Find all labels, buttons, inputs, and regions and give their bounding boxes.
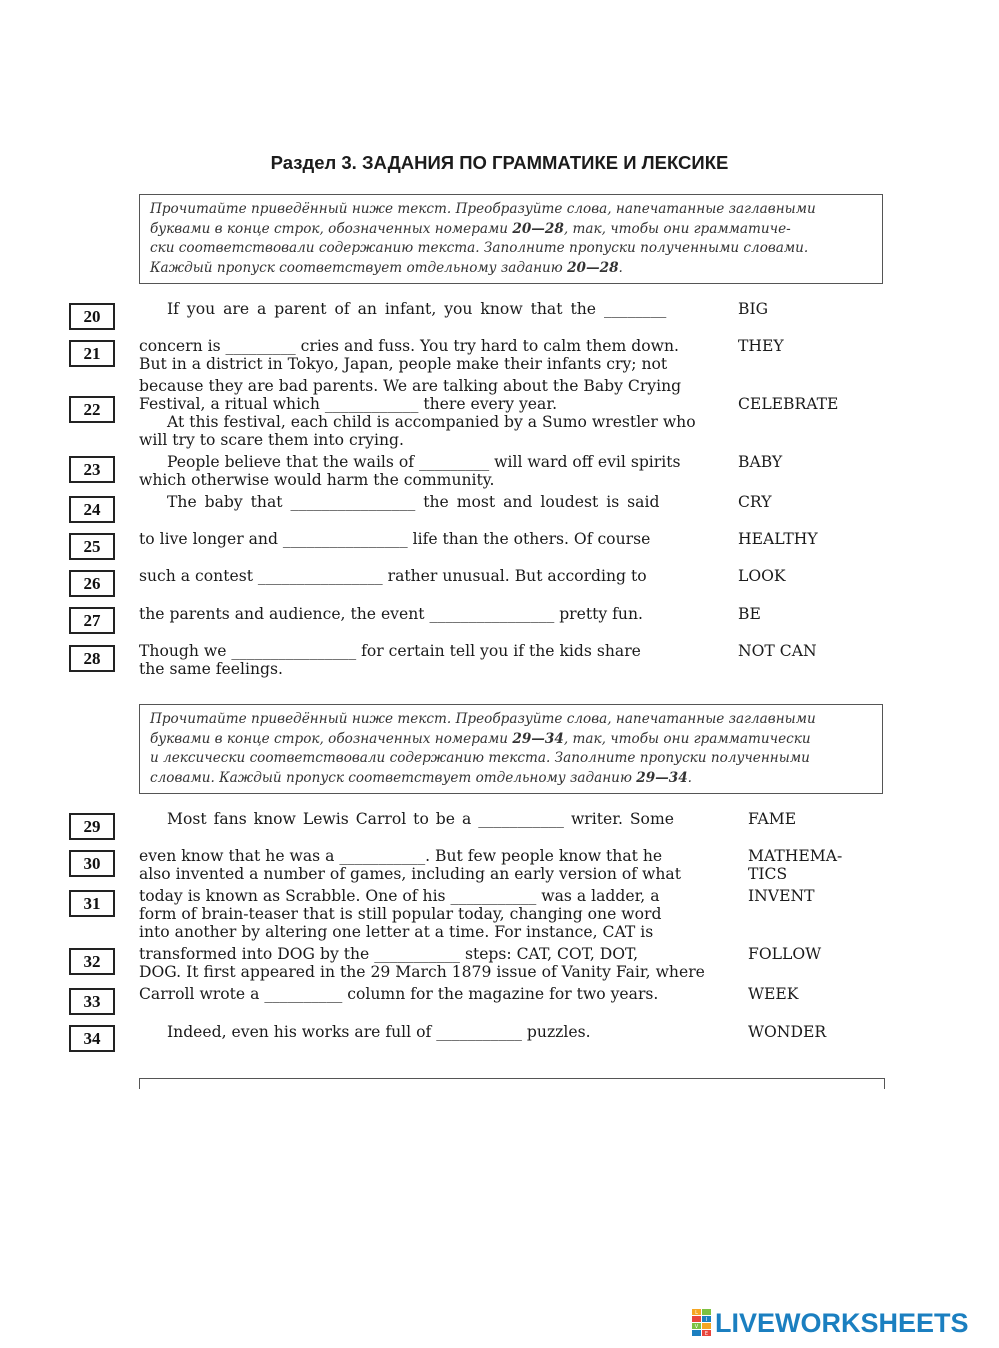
text-line-21b: But in a district in Tokyo, Japan, people make their infants cry; not [139, 355, 668, 373]
task-number-32: 32 [69, 948, 115, 975]
task-number-27: 27 [69, 607, 115, 634]
text-line-21a: concern is _________ cries and fuss. You try hard to calm them down. [139, 337, 679, 355]
instruction-line: словами. Каждый пропуск соответствует отдельному заданию 29—34. [150, 769, 692, 786]
logo-text: LIVEWORKSHEETS [715, 1307, 969, 1338]
task-number-34: 34 [69, 1025, 115, 1052]
task-number-28: 28 [69, 645, 115, 672]
text-line-32b: DOG. It first appeared in the 29 March 1879 issue of Vanity Fair, where [139, 963, 705, 981]
text-line-22c: will try to scare them into crying. [139, 431, 404, 449]
text-line-30b: also invented a number of games, including an early version of what [139, 865, 681, 883]
task-number-29: 29 [69, 813, 115, 840]
instruction-box-1 [139, 194, 883, 284]
svg-text:V: V [694, 1324, 699, 1331]
instruction-line: буквами в конце строк, обозначенных номерами 20—28, так, чтобы они грамматиче- [150, 220, 791, 237]
keyword-32: FOLLOW [748, 945, 822, 963]
keyword-27: BE [738, 605, 761, 623]
keyword-34: WONDER [748, 1023, 827, 1041]
text-line-34: Indeed, even his works are full of ___________ puzzles. [167, 1023, 591, 1041]
task-number-26: 26 [69, 570, 115, 597]
instruction-line: Прочитайте приведённый ниже текст. Преобразуйте слова, напечатанные заглавными [150, 201, 816, 217]
next-instruction-box-cut [139, 1078, 885, 1089]
text-line-21c: because they are bad parents. We are talking about the Baby Crying [139, 377, 682, 395]
text-line-31c: into another by altering one letter at a time. For instance, CAT is [139, 923, 654, 941]
logo-tiles-icon [692, 1309, 712, 1337]
keyword-31: INVENT [748, 887, 815, 905]
task-number-30: 30 [69, 850, 115, 877]
instruction-line: Каждый пропуск соответствует отдельному заданию 20—28. [150, 259, 623, 276]
keyword-20: BIG [738, 300, 769, 318]
text-line-22b: At this festival, each child is accompanied by a Sumo wrestler who [167, 413, 696, 431]
keyword-21: THEY [738, 337, 784, 355]
text-line-28a: Though we ________________ for certain tell you if the kids share [139, 642, 641, 660]
svg-text:E: E [704, 1331, 709, 1337]
liveworksheets-logo [692, 1308, 969, 1338]
svg-text:L: L [695, 1310, 698, 1317]
text-line-26: such a contest ________________ rather unusual. But according to [139, 567, 647, 585]
text-line-33: Carroll wrote a __________ column for the magazine for two years. [139, 985, 659, 1003]
keyword-23: BABY [738, 453, 783, 471]
text-line-22a: Festival, a ritual which ____________ there every year. [139, 395, 558, 413]
keyword-24: CRY [738, 493, 772, 511]
task-number-20: 20 [69, 303, 115, 330]
keyword-30b: TICS [748, 865, 788, 883]
instruction-line: ски соответствовали содержанию текста. Заполните пропуски полученными словами. [150, 240, 809, 256]
task-number-23: 23 [69, 456, 115, 483]
task-number-33: 33 [69, 988, 115, 1015]
text-line-24: The baby that ________________ the most and loudest is said [167, 493, 660, 511]
text-line-28b: the same feelings. [139, 660, 283, 678]
text-line-23b: which otherwise would harm the community. [139, 471, 495, 489]
text-line-20: If you are a parent of an infant, you know that the ________ [167, 300, 667, 318]
text-line-31a: today is known as Scrabble. One of his ___________ was a ladder, a [139, 887, 660, 905]
keyword-28: NOT CAN [738, 642, 817, 660]
text-line-29: Most fans know Lewis Carrol to be a ___________ writer. Some [167, 810, 674, 828]
instruction-line: Прочитайте приведённый ниже текст. Преобразуйте слова, напечатанные заглавными [150, 711, 816, 727]
svg-text:I: I [705, 1317, 708, 1324]
keyword-26: LOOK [738, 567, 786, 585]
text-line-27: the parents and audience, the event ________________ pretty fun. [139, 605, 643, 623]
keyword-22: CELEBRATE [738, 395, 839, 413]
keyword-29: FAME [748, 810, 797, 828]
text-line-23a: People believe that the wails of _________ will ward off evil spirits [167, 453, 681, 471]
text-line-31b: form of brain-teaser that is still popular today, changing one word [139, 905, 662, 923]
task-number-31: 31 [69, 890, 115, 917]
task-number-21: 21 [69, 340, 115, 367]
task-number-25: 25 [69, 533, 115, 560]
task-number-24: 24 [69, 496, 115, 523]
instruction-line: буквами в конце строк, обозначенных номерами 29—34, так, чтобы они грамматически [150, 730, 811, 747]
task-number-22: 22 [69, 396, 115, 423]
keyword-30a: MATHEMA- [748, 847, 843, 865]
keyword-25: HEALTHY [738, 530, 818, 548]
instruction-line: и лексически соответствовали содержанию текста. Заполните пропуски полученными [150, 750, 810, 766]
text-line-32a: transformed into DOG by the ___________ steps: CAT, COT, DOT, [139, 945, 639, 963]
keyword-33: WEEK [748, 985, 799, 1003]
text-line-30a: even know that he was a ___________. But few people know that he [139, 847, 663, 865]
page-title: Раздел 3. ЗАДАНИЯ ПО ГРАММАТИКЕ И ЛЕКСИКЕ [270, 152, 729, 173]
text-line-25: to live longer and ________________ life than the others. Of course [139, 530, 651, 548]
instruction-box-2 [139, 704, 883, 794]
